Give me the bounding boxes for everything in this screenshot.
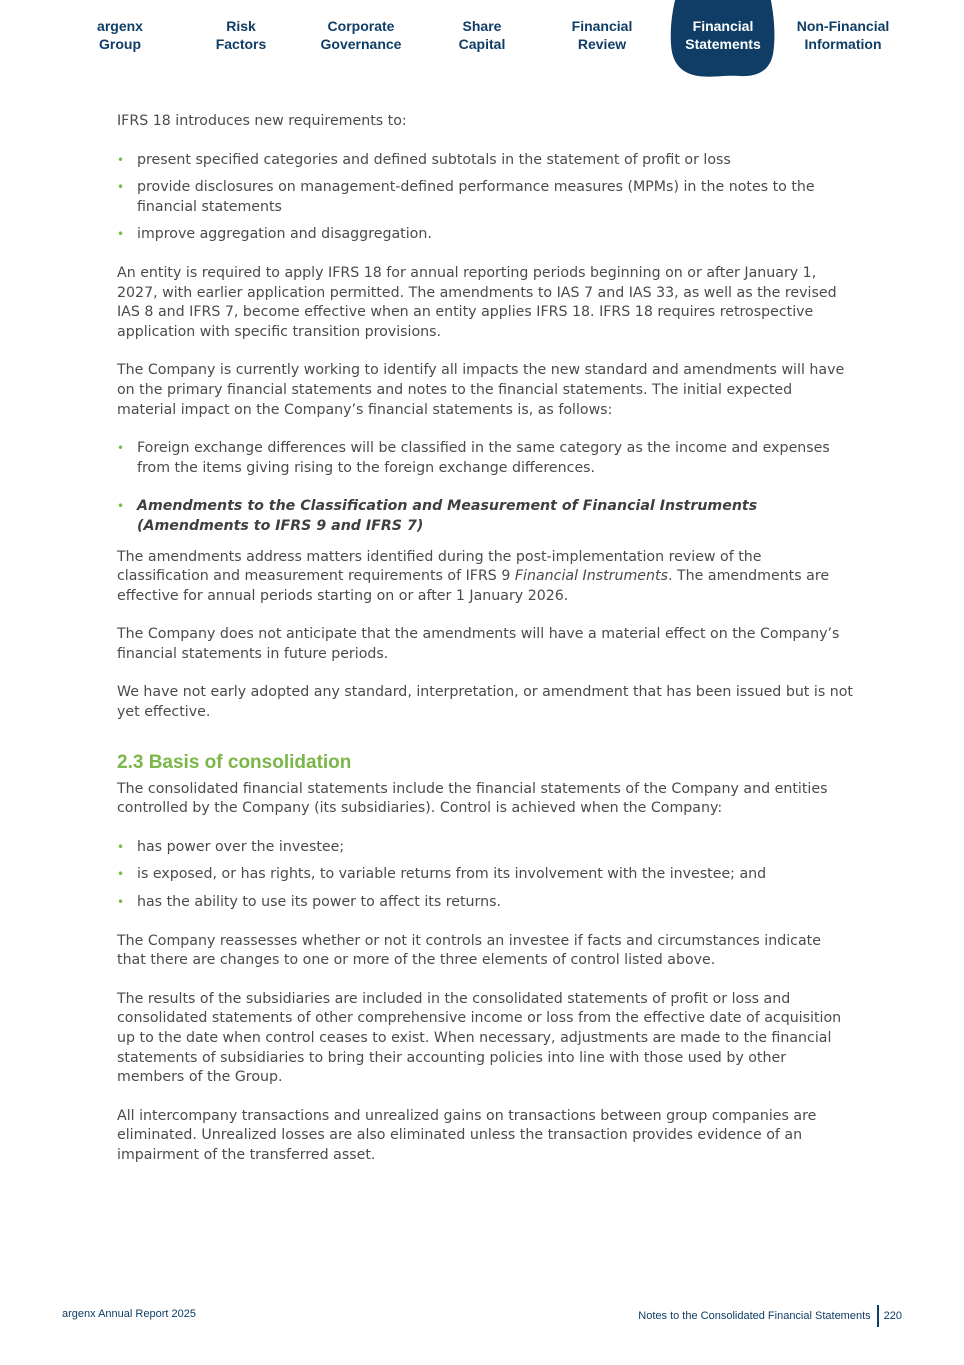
list-item (117, 893, 853, 913)
nav-item-label: argenx Group (97, 18, 143, 52)
bullet-icon: • (117, 895, 125, 910)
ifrs18-requirements-list (117, 151, 853, 245)
nav-item-label: Corporate Governance (320, 18, 402, 52)
list-item (117, 497, 853, 536)
list-item-text: provide disclosures on management-defined performance measures (MPMs) in the notes to the financial statements (137, 179, 815, 215)
nav-item-financial-statements[interactable] (663, 0, 783, 70)
section-heading: 2.3 Basis of consolidation (117, 751, 352, 773)
footer-report-title: argenx Annual Report 2025 (62, 1308, 196, 1320)
bullet-icon: • (117, 180, 125, 195)
nav-item-label: Risk Factors (215, 18, 267, 52)
footer-section-title: Notes to the Consolidated Financial Statements (638, 1310, 871, 1322)
amendments-heading: Amendments to the Classification and Measurement of Financial Instruments (Amendments to IFRS 9 and IFRS 7) (137, 498, 758, 534)
nav-item-label: Financial Review (571, 18, 633, 52)
page-content (117, 112, 853, 1185)
list-item (117, 439, 853, 478)
consolidated-paragraph: The consolidated financial statements include the financial statements of the Company and entities controlled by the Company (its subsidiaries). Control is achieved when the Company: (117, 780, 828, 817)
nav-item-argenx-group[interactable] (60, 0, 180, 70)
bullet-icon: • (117, 227, 125, 242)
reassess-paragraph: The Company reassesses whether or not it controls an investee if facts and circumstances indicate that there are changes to one or more of the three elements of control listed above. (117, 932, 821, 969)
amendments-text-end: . The amendments are effective for annual periods starting on or after 1 January 2026. (117, 568, 830, 604)
footer-divider (877, 1305, 879, 1327)
not-early-adopted-paragraph: We have not early adopted any standard, interpretation, or amendment that has been issued but is not yet effective. (117, 684, 853, 721)
nav-item-share-capital[interactable] (422, 0, 542, 70)
nav-item-label: Share Capital (458, 18, 506, 52)
list-item-text: is exposed, or has rights, to variable returns from its involvement with the investee; and (137, 866, 767, 883)
amendments-text-italic: Financial Instruments (514, 568, 668, 585)
top-navigation (60, 0, 904, 80)
intro-paragraph: IFRS 18 introduces new requirements to: (117, 113, 407, 129)
list-item-text: has power over the investee; (137, 838, 345, 855)
results-paragraph: The results of the subsidiaries are included in the consolidated statements of profit or loss and consolidated statements of other comprehensive income or loss from the effective date of acquisition up to the date when control ceases to exist. When necessary, adjustments are made to the financial statements of subsidiaries to bring their accounting policies into line with those used by other members of the Group. (117, 990, 842, 1086)
control-criteria-list (117, 838, 853, 913)
list-item (117, 178, 853, 217)
nav-item-corporate-governance[interactable] (301, 0, 421, 70)
bullet-icon: • (117, 152, 125, 167)
list-item-text: present specified categories and defined subtotals in the statement of profit or loss (137, 151, 731, 168)
list-item-text: Foreign exchange differences will be classified in the same category as the income and expenses from the items giving rising to the foreign exchange differences. (137, 440, 830, 476)
nav-item-non-financial-information[interactable] (783, 0, 903, 70)
intercompany-paragraph: All intercompany transactions and unrealized gains on transactions between group companies are eliminated. Unrealized losses are also eliminated unless the transaction provides evidence of an impairment of the transferred asset. (117, 1107, 817, 1163)
list-item (117, 838, 853, 858)
list-item (117, 225, 853, 245)
application-paragraph: An entity is required to apply IFRS 18 for annual reporting periods beginning on or after January 1, 2027, with earlier application permitted. The amendments to IAS 7 and IAS 33, as well as the revised IAS 8 and IFRS 7, become effective when an entity applies IFRS 18. IFRS 18 requires retrospective application with specific transition provisions. (117, 264, 837, 340)
impacts-paragraph: The Company is currently working to identify all impacts the new standard and amendments will have on the primary financial statements and notes to the financial statements. The initial expected material impact on the Company’s financial statements is, as follows: (117, 362, 845, 418)
nav-item-financial-review[interactable] (542, 0, 662, 70)
list-item-text: has the ability to use its power to affect its returns. (137, 894, 502, 911)
bullet-icon: • (117, 441, 125, 456)
bullet-icon: • (117, 867, 125, 882)
bullet-icon: • (117, 839, 125, 854)
footer-page-info (638, 1305, 902, 1327)
impact-list (117, 439, 853, 478)
list-item-text: improve aggregation and disaggregation. (137, 226, 432, 243)
list-item (117, 151, 853, 171)
amendments-paragraph (117, 548, 853, 607)
bullet-icon: • (117, 499, 125, 514)
nav-item-label: Non-Financial Information (796, 18, 890, 52)
nav-item-risk-factors[interactable] (181, 0, 301, 70)
nav-item-label: Financial Statements (685, 18, 761, 52)
amendments-text-start: The amendments address matters identified during the post-implementation review of the classification and measurement requirements of IFRS 9 (117, 548, 762, 585)
amendments-heading-list (117, 497, 853, 536)
no-effect-paragraph: The Company does not anticipate that the amendments will have a material effect on the Company’s financial statements in future periods. (117, 626, 840, 662)
list-item (117, 865, 853, 885)
page-number: 220 (883, 1310, 902, 1322)
